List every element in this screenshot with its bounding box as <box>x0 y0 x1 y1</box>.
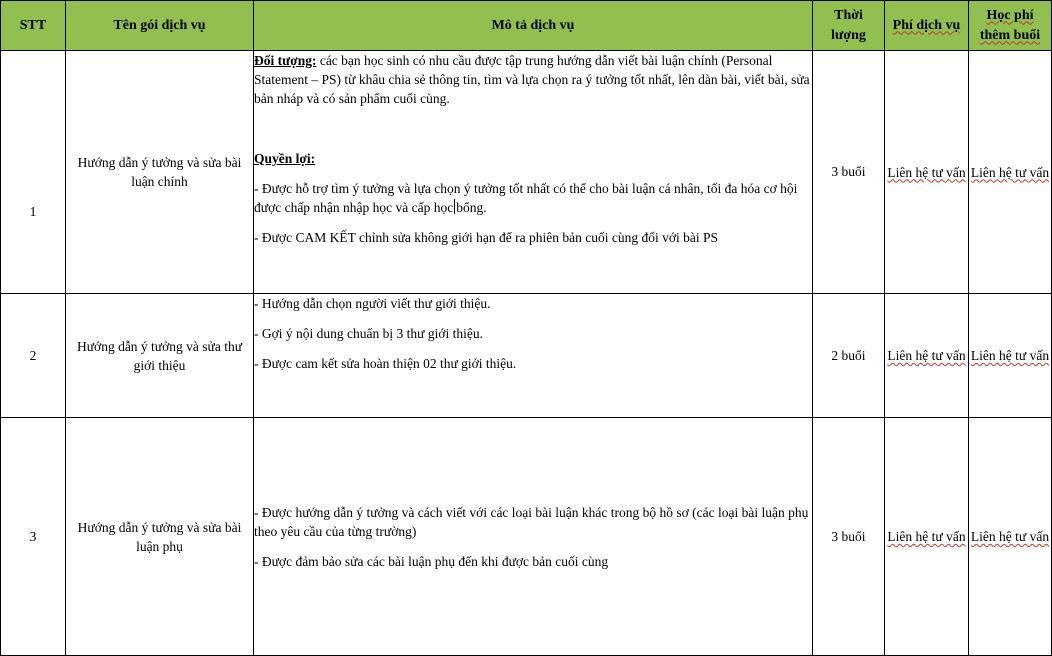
list-item: - Được đảm bảo sửa các bài luận phụ đến khi được bản cuối cùng <box>254 553 609 569</box>
header-extra-fee: Học phí thêm buổi <box>969 1 1052 51</box>
service-name: Hướng dẫn ý tưởng và sửa bài luận chính <box>66 51 254 294</box>
extra-session-fee: Liên hệ tư vấn <box>969 294 1052 418</box>
row-number: 1 <box>1 51 66 294</box>
service-name: Hướng dẫn ý tưởng và sửa thư giới thiệu <box>66 294 254 418</box>
service-duration: 3 buổi <box>813 51 885 294</box>
header-service-name: Tên gói dịch vụ <box>66 1 254 51</box>
target-paragraph <box>254 51 812 108</box>
table-row <box>1 51 1052 294</box>
service-description <box>254 51 813 294</box>
service-description <box>254 294 813 418</box>
list-item: - Được hướng dẫn ý tưởng và cách viết với các loại bài luận khác trong bộ hồ sơ (các loại bài luận phụ theo yêu cầu của từng trường) <box>254 504 809 539</box>
service-name: Hướng dẫn ý tưởng và sửa bài luận phụ <box>66 418 254 656</box>
service-duration: 3 buổi <box>813 418 885 656</box>
benefit-item: - Được CAM KẾT chỉnh sửa không giới hạn để ra phiên bản cuối cùng đối với bài PS <box>254 230 718 245</box>
benefits-heading: Quyền lợi: <box>254 151 316 166</box>
service-fee: Liên hệ tư vấn <box>885 294 969 418</box>
extra-session-fee: Liên hệ tư vấn <box>969 418 1052 656</box>
service-fee: Liên hệ tư vấn <box>885 51 969 294</box>
extra-session-fee: Liên hệ tư vấn <box>969 51 1052 294</box>
header-duration: Thời lượng <box>813 1 885 51</box>
service-duration: 2 buổi <box>813 294 885 418</box>
service-description <box>254 418 813 656</box>
header-fee: Phí dịch vụ <box>885 1 969 51</box>
list-item: - Gợi ý nội dung chuẩn bị 3 thư giới thiệu. <box>254 326 483 341</box>
header-stt: STT <box>1 1 66 51</box>
benefit-item: - Được hỗ trợ tìm ý tưởng và lựa chọn ý tưởng tốt nhất có thể cho bài luận cá nhân, tối đa hóa cơ hội được chấp nhận nhập học và cấp học bổng. <box>254 181 798 215</box>
row-number: 2 <box>1 294 66 418</box>
header-row <box>1 1 1052 51</box>
target-text: các bạn học sinh có nhu cầu được tập trung hướng dẫn viết bài luận chính (Personal Statement – PS) từ khâu chia sẻ thông tin, tìm và lựa chọn ra ý tưởng tốt nhất, lên dàn bài, viết bài, sửa bản nháp và có sản phẩm cuối cùng. <box>254 53 810 106</box>
row-number: 3 <box>1 418 66 656</box>
header-description: Mô tả dịch vụ <box>254 1 813 51</box>
target-label: Đối tượng: <box>254 53 317 68</box>
list-item: - Hướng dẫn chọn người viết thư giới thiệu. <box>254 296 491 311</box>
list-item: - Được cam kết sửa hoàn thiện 02 thư giới thiệu. <box>254 356 517 371</box>
table-row <box>1 294 1052 418</box>
table-row <box>1 418 1052 656</box>
service-fee: Liên hệ tư vấn <box>885 418 969 656</box>
